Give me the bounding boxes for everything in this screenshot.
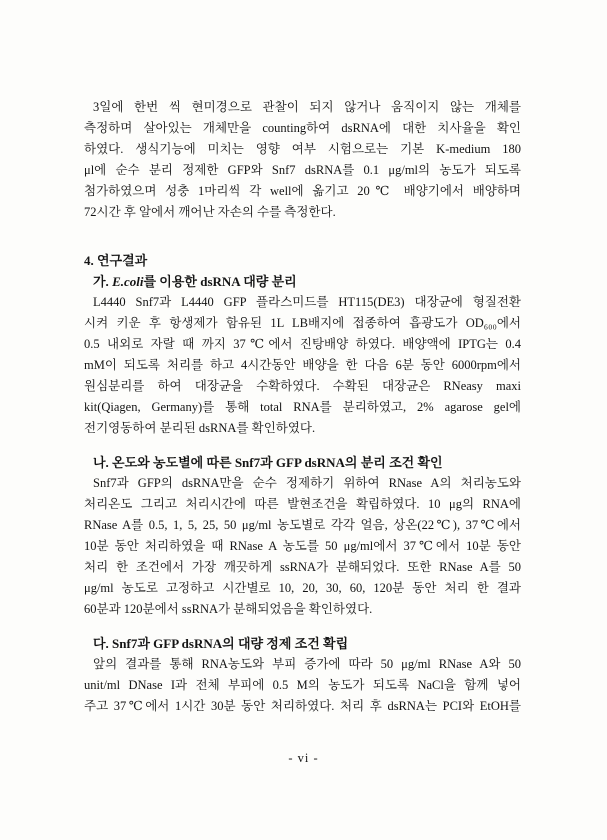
paragraph-line: RNase A를 0.5, 1, 5, 25, 50 μg/ml 농도별로 각각 얼음, 상온(22℃), 37℃에서	[84, 518, 521, 532]
page-number: - vi -	[288, 751, 319, 765]
na-paragraph	[84, 473, 521, 620]
subsection-ga-species-italic: E.coli	[112, 274, 144, 289]
ga-paragraph	[84, 292, 521, 439]
subsection-ga-rest: 를 이용한 dsRNA 대량 분리	[143, 274, 297, 289]
paragraph-line: 10분 동안 처리하였을 때 RNase A 농도를 50 μg/ml에서 37℃에서 10분 동안	[84, 539, 521, 553]
da-paragraph	[84, 654, 521, 717]
subsection-na-heading: 나. 온도와 농도별에 따른 Snf7과 GFP dsRNA의 분리 조건 확인	[93, 455, 443, 470]
paragraph-line: 전기영동하여 분리된 dsRNA를 확인하였다.	[84, 421, 316, 435]
paragraph-line: 앞의 결과를 통해 RNA농도와 부피 증가에 따라 50 μg/ml RNase A와 50	[93, 657, 521, 671]
paragraph-line: 3일에 한번 씩 현미경으로 관찰이 되지 않거나 움직이지 않는 개체를	[93, 100, 521, 114]
paragraph-line: mM이 되도록 처리를 하고 4시간동안 배양을 한 다음 6분 동안 6000rpm에서	[84, 358, 521, 372]
paragraph-line: 72시간 후 알에서 깨어난 자손의 수를 측정한다.	[84, 205, 336, 219]
paragraph-line: μl에 순수 분리 정제한 GFP와 Snf7 dsRNA를 0.1 μg/ml의 농도가 되도록	[84, 163, 521, 177]
paragraph-line: Snf7과 GFP의 dsRNA만을 순수 정제하기 위하여 RNase A의 처리농도와	[93, 476, 521, 490]
paragraph-line: 처리 한 조건에서 가장 깨끗하게 ssRNA가 분해되었다. 또한 RNase A를 50	[84, 560, 521, 574]
subsection-ga-prefix: 가.	[93, 274, 113, 289]
paragraph-line: kit(Qiagen, Germany)를 통해 total RNA를 분리하였고, 2% agarose gel에	[84, 400, 521, 414]
paragraph-line: 처리온도 그리고 처리시간에 따른 발현조건을 확립하였다. 10 μg의 RNA에	[84, 497, 521, 511]
section-4-heading: 4. 연구결과	[84, 253, 148, 268]
paragraph-line: 측정하며 살아있는 개체만을 counting하여 dsRNA에 대한 치사율을 확인	[84, 121, 521, 135]
text-block	[84, 97, 521, 717]
paragraph-line: 하였다. 생식기능에 미치는 영향 여부 시험으로는 기본 K-medium 180	[84, 142, 521, 156]
paragraph-line: 0.5 내외로 자랄 때 까지 37℃에서 진탕배양 하였다. 배양액에 IPTG는 0.4	[84, 337, 521, 351]
subsection-da-heading: 다. Snf7과 GFP dsRNA의 대량 정제 조건 확립	[93, 636, 349, 651]
subsection-ga-heading	[84, 271, 521, 292]
paragraph-line: μg/ml 농도로 고정하고 시간별로 10, 20, 30, 60, 120분 동안 처리 한 결과	[84, 581, 521, 595]
paragraph-line: 60분과 120분에서 ssRNA가 분해되었음을 확인하였다.	[84, 602, 373, 616]
paragraph-line: L4440 Snf7과 L4440 GFP 플라스미드를 HT115(DE3) 대장균에 형질전환	[93, 295, 521, 309]
paragraph-line: 주고 37℃에서 1시간 30분 동안 처리하였다. 처리 후 dsRNA는 PCI와 EtOH를	[84, 699, 521, 713]
intro-paragraph	[84, 97, 521, 223]
paragraph-line: 시켜 키운 후 항생제가 함유된 1L LB배지에 접종하여 흡광도가 OD₆₀₀에서	[84, 316, 521, 330]
paragraph-line: unit/ml DNase I과 전체 부피에 0.5 M의 농도가 되도록 NaCl을 함께 넣어	[84, 678, 521, 692]
paragraph-line: 원심분리를 하여 대장균을 수확하였다. 수확된 대장균은 RNeasy maxi	[84, 379, 521, 393]
paragraph-line: 첨가하였으며 성충 1마리씩 각 well에 옮기고 20℃ 배양기에서 배양하며	[84, 184, 521, 198]
